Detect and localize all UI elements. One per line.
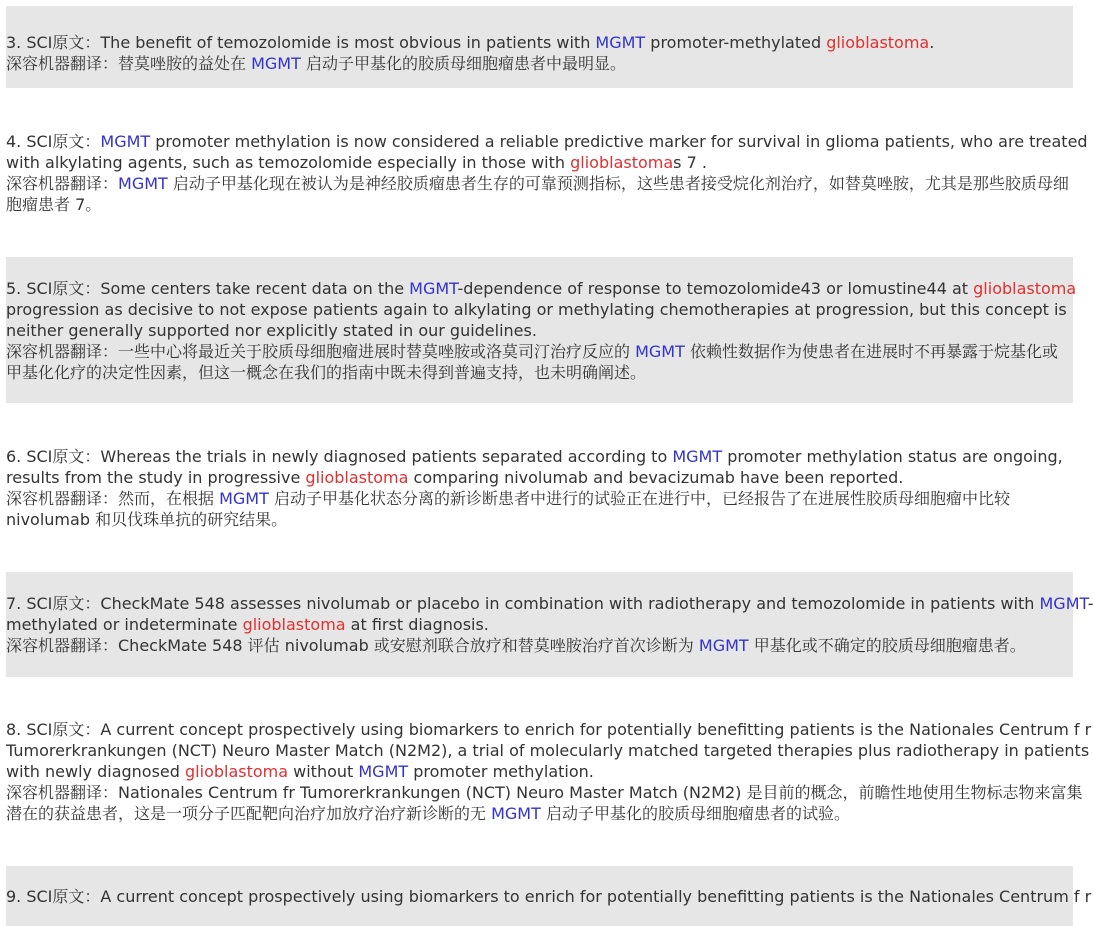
entry-8-text <box>6 719 1092 824</box>
mgmt-term: MGMT <box>635 342 685 361</box>
entry-9-text <box>6 886 1092 907</box>
text-line <box>6 635 1073 656</box>
text-segment: nivolumab 和贝伐珠单抗的研究结果。 <box>6 510 288 529</box>
text-segment: results from the study in progressive <box>6 468 306 487</box>
text-line <box>6 341 1073 362</box>
text-line <box>6 509 1073 530</box>
mgmt-term: MGMT <box>672 447 723 466</box>
entry-4-text <box>6 131 1088 215</box>
text-segment: comparing nivolumab and bevacizumab have been reported. <box>408 468 904 487</box>
glioblastoma-term: glioblastoma <box>973 279 1077 298</box>
entry-7-text <box>6 593 1094 656</box>
mgmt-term: MGMT <box>491 804 541 823</box>
glioblastoma-term: glioblastoma <box>242 615 346 634</box>
text-line <box>6 614 1073 635</box>
text-segment: Tumorerkrankungen (NCT) Neuro Master Match (N2M2), a trial of molecularly matched targeted therapies plus radiotherapy in patients <box>6 741 1090 760</box>
text-line <box>6 467 1073 488</box>
text-segment: without <box>288 762 359 781</box>
text-segment: 3. SCI原文：The benefit of temozolomide is most obvious in patients with <box>6 33 596 52</box>
text-segment: 深容机器翻译：然而，在根据 <box>6 489 220 508</box>
text-line <box>6 488 1073 509</box>
text-segment: -dependence of response to temozolomide43 or lomustine44 at <box>457 279 974 298</box>
entry-7 <box>6 572 1094 677</box>
text-line <box>6 194 1073 215</box>
glioblastoma-term: glioblastoma <box>305 468 409 487</box>
text-line <box>6 719 1092 740</box>
text-segment: 甲基化化疗的决定性因素，但这一概念在我们的指南中既未得到普遍支持，也未明确阐述。 <box>6 363 647 382</box>
mgmt-term: MGMT <box>409 279 458 298</box>
text-segment: 胞瘤患者 7。 <box>6 195 102 214</box>
glioblastoma-term: glioblastoma <box>570 153 674 172</box>
text-line <box>6 53 1073 74</box>
text-segment: 4. SCI原文： <box>6 132 101 151</box>
text-segment: with newly diagnosed <box>6 762 186 781</box>
text-segment: 启动子甲基化状态分离的新诊断患者中进行的试验正在进行中，已经报告了在进展性胶质母细胞瘤中比较 <box>268 489 1010 508</box>
text-segment: 深容机器翻译：CheckMate 548 评估 nivolumab 或安慰剂联合放疗和替莫唑胺治疗首次诊断为 <box>6 636 699 655</box>
text-segment: at first diagnosis. <box>345 615 489 634</box>
text-segment: promoter methylation. <box>408 762 594 781</box>
text-segment: with alkylating agents, such as temozolomide especially in those with <box>6 153 571 172</box>
mgmt-term: MGMT <box>251 54 301 73</box>
text-segment: 启动子甲基化的胶质母细胞瘤患者中最明显。 <box>300 54 626 73</box>
entry-6-text <box>6 446 1073 530</box>
mgmt-term: MGMT <box>100 132 151 151</box>
text-line <box>6 299 1073 320</box>
text-segment: s 7 . <box>673 153 707 172</box>
entry-6 <box>6 425 1073 550</box>
text-segment: 启动子甲基化现在被认为是神经胶质瘤患者生存的可靠预测指标，这些患者接受烷化剂治疗，如替莫唑胺，尤其是那些胶质母细 <box>167 174 1069 193</box>
text-segment: - <box>1087 594 1094 613</box>
text-segment: 5. SCI原文：Some centers take recent data on the <box>6 279 410 298</box>
text-segment: promoter-methylated <box>645 33 827 52</box>
text-line <box>6 740 1090 761</box>
text-segment: neither generally supported nor explicitly stated in our guidelines. <box>6 321 537 340</box>
entry-5 <box>6 257 1077 403</box>
entry-9 <box>6 866 1092 926</box>
entry-4 <box>6 110 1088 240</box>
text-segment: 深容机器翻译： <box>6 174 119 193</box>
glioblastoma-term: glioblastoma <box>826 33 930 52</box>
text-line <box>6 782 1083 803</box>
entry-3 <box>6 6 1073 88</box>
text-line <box>6 803 1073 824</box>
text-segment: 9. SCI原文：A current concept prospectively using biomarkers to enrich for potentially benefitting patients is the Nationales Centrum f r <box>6 887 1092 906</box>
mgmt-term: MGMT <box>358 762 409 781</box>
text-segment: 深容机器翻译：一些中心将最近关于胶质母细胞瘤进展时替莫唑胺或洛莫司汀治疗反应的 <box>6 342 636 361</box>
text-line <box>6 362 1073 383</box>
mgmt-term: MGMT <box>698 636 749 655</box>
text-segment: 深容机器翻译：Nationales Centrum fr Tumorerkrankungen (NCT) Neuro Master Match (N2M2) 是目前的概念，前瞻性地使用生物标志物来富集 <box>6 783 1083 802</box>
text-segment: promoter methylation is now considered a reliable predictive marker for survival in glioma patients, who are treated <box>150 132 1088 151</box>
text-line <box>6 593 1094 614</box>
mgmt-term: MGMT <box>595 33 646 52</box>
text-segment: 深容机器翻译：替莫唑胺的益处在 <box>6 54 252 73</box>
text-line <box>6 761 1073 782</box>
entry-5-text <box>6 278 1077 383</box>
text-segment: 甲基化或不确定的胶质母细胞瘤患者。 <box>748 636 1026 655</box>
mgmt-term: MGMT <box>118 174 168 193</box>
text-line <box>6 131 1088 152</box>
mgmt-term: MGMT <box>219 489 269 508</box>
text-segment: progression as decisive to not expose patients again to alkylating or methylating chemotherapies at progression, but this concept is <box>6 300 1067 319</box>
text-segment: promoter methylation status are ongoing, <box>722 447 1063 466</box>
text-line <box>6 32 1073 53</box>
text-segment: 7. SCI原文：CheckMate 548 assesses nivolumab or placebo in combination with radiotherapy and temozolomide in patients with <box>6 594 1040 613</box>
text-segment: 启动子甲基化的胶质母细胞瘤患者的试验。 <box>540 804 850 823</box>
text-line <box>6 278 1077 299</box>
text-segment: 6. SCI原文：Whereas the trials in newly diagnosed patients separated according to <box>6 447 673 466</box>
entry-3-text <box>6 32 1073 74</box>
text-segment: 依赖性数据作为使患者在进展时不再暴露于烷基化或 <box>684 342 1058 361</box>
text-line <box>6 886 1092 907</box>
text-line <box>6 320 1073 341</box>
text-segment: methylated or indeterminate <box>6 615 243 634</box>
text-line <box>6 173 1073 194</box>
text-line <box>6 152 1073 173</box>
text-segment: 8. SCI原文：A current concept prospectively using biomarkers to enrich for potentially benefitting patients is the Nationales Centrum f r <box>6 720 1092 739</box>
text-segment: 潜在的获益患者，这是一项分子匹配靶向治疗加放疗治疗新诊断的无 <box>6 804 492 823</box>
text-line <box>6 446 1073 467</box>
glioblastoma-term: glioblastoma <box>185 762 289 781</box>
entry-8 <box>6 699 1092 844</box>
mgmt-term: MGMT <box>1039 594 1088 613</box>
text-segment: . <box>929 33 935 52</box>
